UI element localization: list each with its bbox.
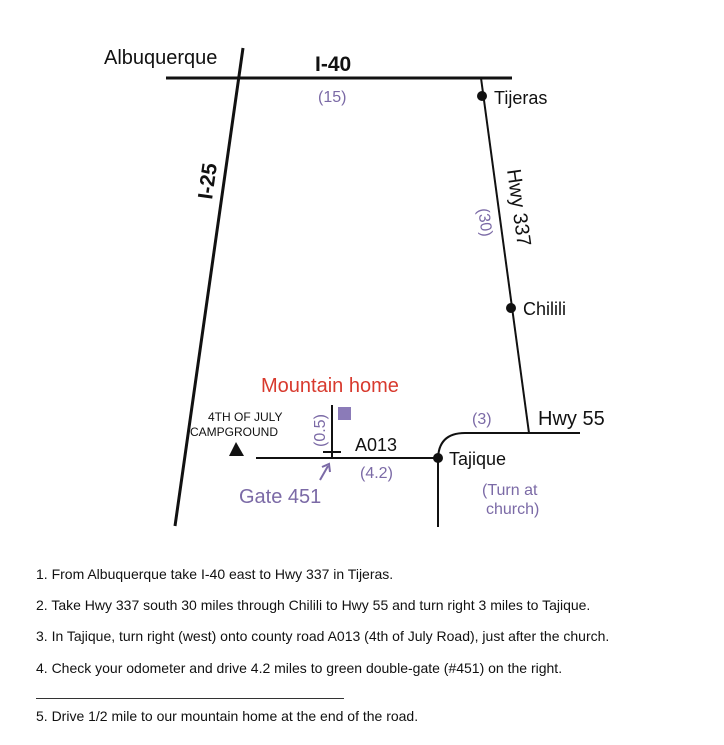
chilili-dot-icon [506,303,516,313]
i40-distance: (15) [318,89,347,106]
tajique-label: Tajique [449,449,507,469]
direction-step-4: 4. Check your odometer and drive 4.2 miles to green double-gate (#451) on the right. [36,660,563,676]
i40-label: I-40 [315,53,352,76]
direction-step-3: 3. In Tajique, turn right (west) onto county road A013 (4th of July Road), just after the church. [36,628,610,644]
tijeras-dot-icon [477,91,487,101]
divider [36,698,344,699]
hwy337-distance: (30) [474,207,495,238]
gate-label: Gate 451 [239,486,322,508]
tajique-dot-icon [433,453,443,463]
turn-note-line1: (Turn at [482,482,538,499]
hwy337-label: Hwy 337 [502,167,535,248]
hwy337-road [481,78,529,433]
campground-label-line1: 4TH OF JULY [208,410,283,424]
a013-label: A013 [355,435,398,455]
gate-arrow-icon [320,464,330,480]
turn-note-line2: church) [486,501,540,518]
campground-triangle-icon [229,442,244,456]
direction-step-1: 1. From Albuquerque take I-40 east to Hwy 337 in Tijeras. [36,566,394,582]
direction-step-2: 2. Take Hwy 337 south 30 miles through Chilili to Hwy 55 and turn right 3 miles to Tajique. [36,597,591,613]
a013-distance: (4.2) [360,465,393,482]
direction-step-5: 5. Drive 1/2 mile to our mountain home at the end of the road. [36,708,419,724]
albuquerque-label: Albuquerque [104,47,218,69]
spur-distance: (0.5) [312,414,329,447]
hwy55-label: Hwy 55 [538,408,605,430]
mountain-home-label: Mountain home [261,375,399,397]
i25-label: I-25 [194,161,222,201]
hwy55-distance: (3) [472,411,492,428]
campground-label-line2: CAMPGROUND [190,425,279,439]
home-square-icon [338,407,351,420]
chilili-label: Chilili [523,299,567,319]
tijeras-label: Tijeras [494,88,548,108]
